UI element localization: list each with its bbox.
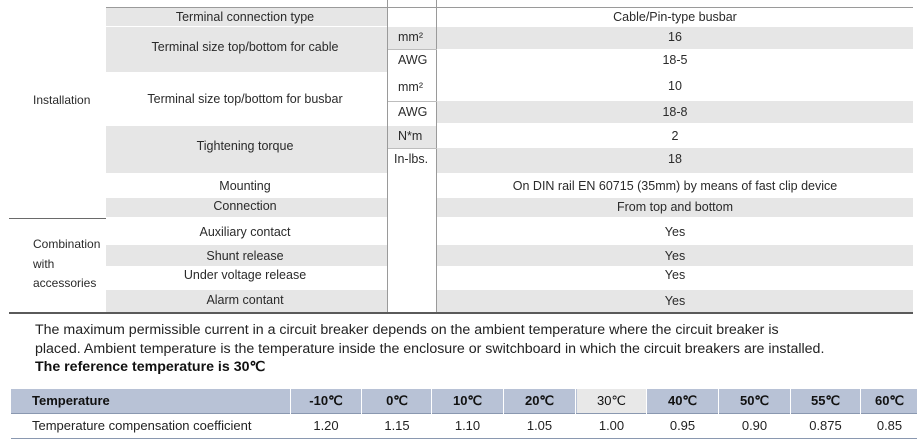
coefficient-cell: 1.05 — [526, 418, 553, 433]
label-alarm-contant: Alarm contant — [206, 293, 284, 307]
coefficient-row-label: Temperature compensation coefficient — [32, 418, 252, 433]
group-combination-line2: with — [33, 257, 55, 271]
paragraph-line-1: The maximum permissible current in a circuit breaker depends on the ambient temperature where the circuit breaker is — [35, 322, 779, 338]
coefficient-cell: 1.20 — [313, 418, 339, 433]
label-under-voltage-release: Under voltage release — [183, 268, 307, 282]
temperature-header-label: Temperature — [32, 393, 110, 408]
label-terminal-connection-type: Terminal connection type — [175, 10, 315, 24]
unit-busbar-awg: AWG — [398, 105, 428, 119]
temperature-header-cell: 0℃ — [386, 393, 408, 408]
label-shunt-release: Shunt release — [206, 249, 284, 263]
column-divider — [790, 389, 791, 438]
unit-torque-inlbs: In-lbs. — [394, 152, 429, 166]
column-divider — [860, 389, 861, 438]
column-divider — [646, 389, 647, 438]
temperature-header-cell: 40℃ — [667, 393, 698, 408]
unit-cable-awg: AWG — [398, 53, 428, 67]
value-auxiliary-contact: Yes — [664, 225, 686, 239]
group-installation: Installation — [33, 93, 91, 107]
label-mounting: Mounting — [219, 179, 271, 193]
paragraph-line-2: placed. Ambient temperature is the temperature inside the enclosure or switchboard in which the circuit breakers are installed. — [35, 341, 825, 357]
unit-cable-mm2: mm² — [398, 30, 423, 44]
value-busbar-mm2: 10 — [668, 79, 682, 93]
value-torque-inlbs: 18 — [668, 152, 682, 166]
reference-temperature-note: The reference temperature is 30℃ — [35, 359, 266, 375]
temperature-header-cell: 20℃ — [524, 393, 555, 408]
column-divider — [503, 389, 504, 438]
column-divider — [575, 389, 576, 438]
value-shunt-release: Yes — [664, 249, 686, 263]
coefficient-cell: 1.00 — [598, 418, 625, 433]
label-connection: Connection — [213, 199, 277, 213]
unit-busbar-mm2: mm² — [398, 80, 423, 94]
value-connection: From top and bottom — [616, 200, 734, 214]
label-auxiliary-contact: Auxiliary contact — [199, 225, 291, 239]
value-mounting: On DIN rail EN 60715 (35mm) by means of fast clip device — [512, 179, 838, 193]
coefficient-cell: 0.95 — [669, 418, 696, 433]
value-alarm-contant: Yes — [664, 294, 686, 308]
column-divider — [431, 389, 432, 438]
value-torque-nm: 2 — [671, 129, 679, 143]
temperature-header-cell: 30℃ — [577, 389, 646, 413]
group-combination-line1: Combination — [33, 237, 101, 251]
label-terminal-size-busbar: Terminal size top/bottom for busbar — [147, 92, 343, 106]
temperature-header-cell: 60℃ — [874, 393, 905, 408]
temperature-header-cell: -10℃ — [309, 393, 343, 408]
coefficient-cell: 0.875 — [809, 418, 842, 433]
coefficient-cell: 1.10 — [454, 418, 481, 433]
value-under-voltage-release: Yes — [664, 268, 686, 282]
value-cable-mm2: 16 — [668, 30, 682, 44]
column-divider — [361, 389, 362, 438]
value-terminal-connection-type: Cable/Pin-type busbar — [613, 10, 737, 24]
coefficient-cell: 0.90 — [741, 418, 768, 433]
column-divider — [718, 389, 719, 438]
label-tightening-torque: Tightening torque — [196, 139, 294, 153]
unit-torque-nm: N*m — [398, 129, 423, 143]
column-divider — [290, 389, 291, 438]
label-terminal-size-cable: Terminal size top/bottom for cable — [151, 40, 339, 54]
coefficient-cell: 0.85 — [876, 418, 903, 433]
value-cable-awg: 18-5 — [662, 53, 688, 67]
group-combination-line3: accessories — [33, 276, 97, 290]
value-busbar-awg: 18-8 — [662, 105, 688, 119]
temperature-header-cell: 50℃ — [739, 393, 770, 408]
temperature-header-cell: 55℃ — [810, 393, 841, 408]
temperature-header-cell: 10℃ — [452, 393, 483, 408]
coefficient-cell: 1.15 — [384, 418, 410, 433]
